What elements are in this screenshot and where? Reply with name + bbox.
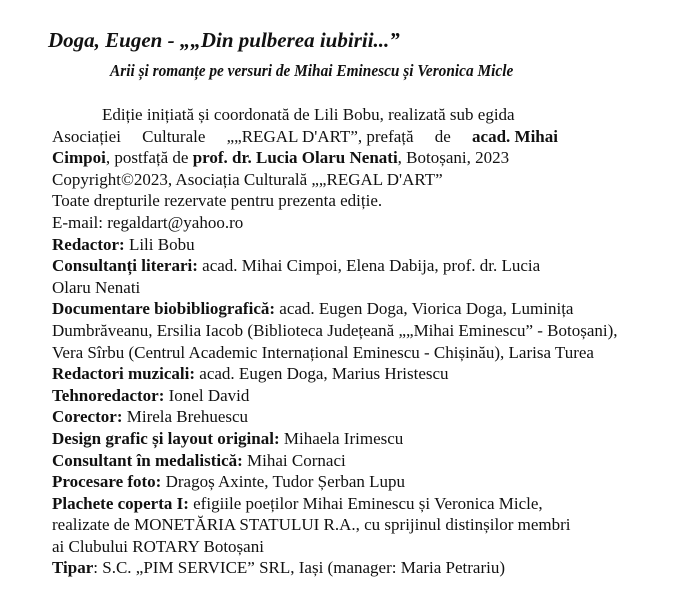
credit-continuation: ai Clubului ROTARY Botoșani <box>52 536 264 556</box>
intro-line-1: Ediție inițiată și coordonată de Lili Bobu, realizată sub egida <box>102 105 515 124</box>
credit-label: Documentare biobibliografică: <box>52 299 276 319</box>
credit-value: acad. Eugen Doga, Viorica Doga, Luminița <box>275 299 574 319</box>
credit-entry <box>52 450 652 472</box>
credit-label: Tehnoredactor: <box>52 385 165 405</box>
credit-entry <box>52 493 652 515</box>
credit-continuation: Dumbrăveanu, Ersilia Iacob (Biblioteca Județeană „„Mihai Eminescu” - Botoșani), <box>52 320 618 340</box>
credit-label: Redactor: <box>52 234 125 254</box>
credit-entry <box>52 385 652 407</box>
colophon <box>52 104 652 579</box>
credit-entry <box>52 298 652 320</box>
credit-value: Dragoș Axinte, Tudor Șerban Lupu <box>161 472 406 492</box>
credit-label: Tipar <box>52 558 94 578</box>
book-title: Doga, Eugen - „„Din pulberea iubirii...” <box>48 28 400 52</box>
credit-label: Consultant în medalistică: <box>52 450 243 470</box>
email-line: E-mail: regaldart@yahoo.ro <box>52 212 244 232</box>
preface-author: acad. Mihai <box>472 126 558 146</box>
credit-label: Redactori muzicali: <box>52 364 196 384</box>
postface-author: prof. dr. Lucia Olaru Nenati <box>192 148 398 168</box>
credit-value: : S.C. „PIM SERVICE” SRL, Iași (manager: Maria Petrariu) <box>93 558 506 578</box>
intro-text: de <box>434 126 451 146</box>
copyright-line: Copyright©2023, Asociația Culturală „„REGAL D'ART” <box>52 169 443 189</box>
intro-text: „„REGAL D'ART”, prefață <box>226 126 414 146</box>
credit-entry <box>52 428 652 450</box>
book-subtitle: Arii și romanțe pe versuri de Mihai Eminescu și Veronica Micle <box>110 61 514 80</box>
credit-continuation: Olaru Nenati <box>52 277 141 297</box>
credit-entry <box>52 234 652 256</box>
credits-list <box>52 234 652 580</box>
credit-value: Lili Bobu <box>124 234 195 254</box>
intro-text: , postfață de <box>105 148 193 168</box>
intro-line-3 <box>52 147 652 169</box>
credit-value: Ionel David <box>164 385 250 405</box>
intro-text: , Botoșani, 2023 <box>397 148 510 168</box>
intro-text: Asociației <box>52 126 121 146</box>
credit-entry <box>52 363 652 385</box>
credit-label: Design grafic și layout original: <box>52 428 280 448</box>
credit-label: Procesare foto: <box>52 472 162 492</box>
credit-entry <box>52 471 652 493</box>
credit-value: Mirela Brehuescu <box>122 407 249 427</box>
credit-value: acad. Eugen Doga, Marius Hristescu <box>195 364 449 384</box>
credit-value: Mihaela Irimescu <box>279 428 404 448</box>
rights-line: Toate drepturile rezervate pentru prezenta ediție. <box>52 191 383 211</box>
credit-value: Mihai Cornaci <box>242 450 346 470</box>
credit-label: Plachete coperta I: <box>52 493 189 513</box>
intro-text: Culturale <box>142 126 206 146</box>
credit-entry <box>52 557 652 579</box>
credit-continuation: Vera Sîrbu (Centrul Academic Internațional Eminescu - Chișinău), Larisa Turea <box>52 342 594 362</box>
credit-label: Corector: <box>52 407 123 427</box>
preface-author-surname: Cimpoi <box>52 148 106 168</box>
credit-entry <box>52 406 652 428</box>
credit-label: Consultanți literari: <box>52 256 198 276</box>
credit-entry <box>52 255 652 277</box>
intro-line-2 <box>52 126 558 148</box>
credit-continuation: realizate de MONETĂRIA STATULUI R.A., cu sprijinul distinșilor membri <box>52 515 571 535</box>
credit-value: efigiile poeților Mihai Eminescu și Veronica Micle, <box>188 493 543 513</box>
credit-value: acad. Mihai Cimpoi, Elena Dabija, prof. dr. Lucia <box>197 256 541 276</box>
